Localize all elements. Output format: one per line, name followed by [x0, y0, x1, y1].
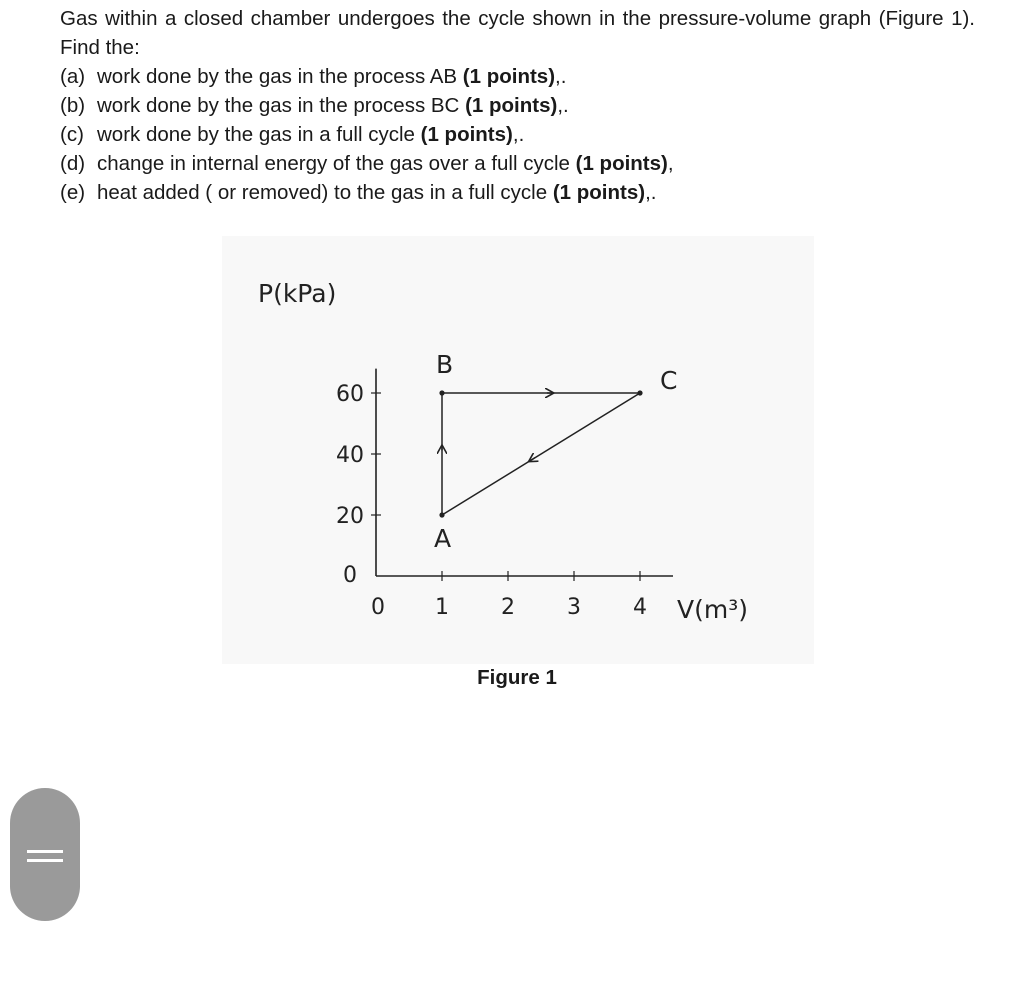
point-b	[439, 390, 444, 395]
point-label-b: B	[436, 350, 454, 379]
y-tick-label: 60	[336, 382, 364, 407]
question-points: (1 points)	[420, 123, 513, 146]
question-label: (a)	[60, 65, 86, 88]
question-text: work done by the gas in the process AB	[97, 65, 463, 88]
point-a	[439, 512, 444, 517]
question-text: change in internal energy of the gas over a full cycle	[97, 152, 576, 175]
problem-text	[60, 4, 975, 207]
y-tick-label: 20	[336, 504, 364, 529]
question-item-d	[60, 149, 975, 178]
question-suffix: ,	[667, 152, 674, 175]
x-tick-label: 1	[435, 595, 449, 620]
question-points: (1 points)	[462, 65, 556, 88]
question-points: (1 points)	[465, 94, 558, 117]
question-label: (e)	[60, 181, 86, 204]
question-list	[60, 62, 975, 207]
question-points: (1 points)	[575, 152, 668, 175]
question-label: (b)	[60, 94, 86, 117]
question-item-c	[60, 120, 975, 149]
question-label: (c)	[60, 123, 84, 146]
arrow-ca	[531, 458, 535, 460]
question-points: (1 points)	[552, 181, 646, 204]
question-suffix: ,.	[555, 65, 567, 88]
question-suffix: ,.	[512, 123, 525, 146]
x-tick-label: 3	[567, 595, 581, 620]
point-c	[637, 390, 642, 395]
figure-caption: Figure 1	[477, 666, 557, 689]
question-label: (d)	[60, 152, 86, 175]
drag-handle[interactable]	[10, 788, 80, 921]
x-tick-label: 2	[501, 595, 515, 620]
problem-intro: Gas within a closed chamber undergoes the cycle shown in the pressure-volume graph (Figure 1). Find the:	[60, 7, 975, 59]
x-axis-label: V(m³)	[677, 595, 748, 624]
point-label-c: C	[660, 366, 678, 395]
question-suffix: ,.	[645, 181, 657, 204]
grip-line-icon	[27, 850, 63, 853]
y-tick-label: 40	[336, 443, 364, 468]
x-tick-label: 4	[633, 595, 647, 620]
pv-figure	[222, 236, 814, 664]
x-tick-label: 0	[371, 595, 385, 620]
question-suffix: ,.	[557, 94, 569, 117]
pv-chart	[222, 236, 814, 664]
y-axis-label: P(kPa)	[258, 279, 337, 308]
grip-line-icon	[27, 859, 63, 862]
question-text: heat added ( or removed) to the gas in a full cycle	[97, 181, 553, 204]
question-item-b	[60, 91, 975, 120]
question-text: work done by the gas in the process BC	[97, 94, 466, 117]
question-item-a	[60, 62, 975, 91]
question-item-e	[60, 178, 975, 207]
y-tick-label: 0	[343, 563, 357, 588]
point-label-a: A	[434, 524, 452, 553]
segment-ca	[442, 393, 640, 515]
question-text: work done by the gas in a full cycle	[97, 123, 421, 146]
